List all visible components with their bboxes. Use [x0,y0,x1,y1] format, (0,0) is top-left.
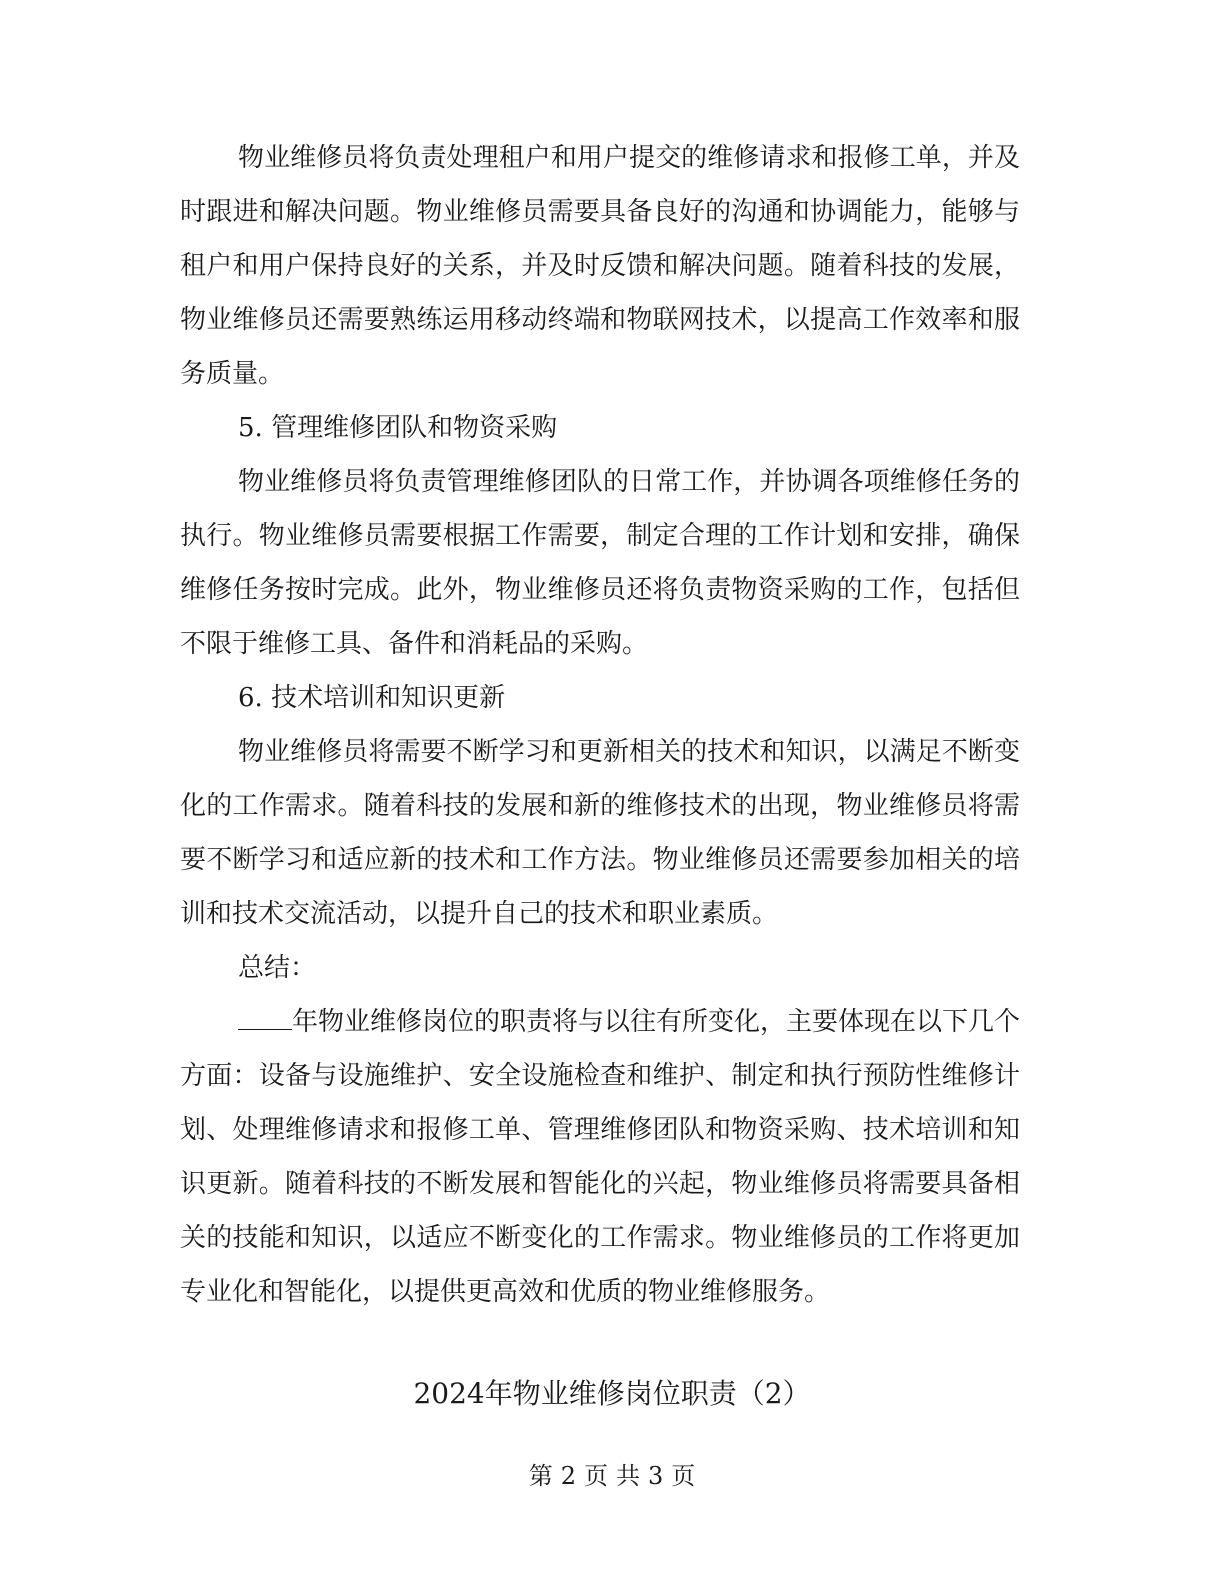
heading-team-and-procurement: 5. 管理维修团队和物资采购 [238,413,558,443]
footer-page-label: 页 [584,1462,608,1490]
paragraph-summary [180,995,1020,1319]
paragraph-training-and-knowledge: 物业维修员将需要不断学习和更新相关的技术和知识，以满足不断变化的工作需求。随着科技的发展和新的维修技术的出现，物业维修员将需要不断学习和适应新的技术和工作方法。物业维修员还需要参加相关的培训和技术交流活动，以提升自己的技术和职业素质。 [180,737,1020,929]
footer-total-pages: 3 [648,1462,664,1490]
paragraph-team-and-procurement: 物业维修员将负责管理维修团队的日常工作，并协调各项维修任务的执行。物业维修员需要根据工作需要，制定合理的工作计划和安排，确保维修任务按时完成。此外，物业维修员还将负责物资采购的工作，包括但不限于维修工具、备件和消耗品的采购。 [180,467,1020,659]
paragraph-repair-requests: 物业维修员将负责处理租户和用户提交的维修请求和报修工单，并及时跟进和解决问题。物业维修员需要具备良好的沟通和协调能力，能够与租户和用户保持良好的关系，并及时反馈和解决问题。随着科技的发展，物业维修员还需要熟练运用移动终端和物联网技术，以提高工作效率和服务质量。 [180,143,1020,389]
footer-total-label: 共 [616,1462,640,1490]
summary-text: 年物业维修岗位的职责将与以往有所变化，主要体现在以下几个方面：设备与设施维护、安全设施检查和维护、制定和执行预防性维修计划、处理维修请求和报修工单、管理维修团队和物资采购、技术培训和知识更新。随着科技的不断发展和智能化的兴起，物业维修员将需要具备相关的技能和知识，以适应不断变化的工作需求。物业维修员的工作将更加专业化和智能化，以提供更高效和优质的物业维修服务。 [180,1007,1021,1307]
year-blank-line [238,1009,292,1030]
footer-prefix: 第 [528,1462,553,1490]
heading-training-and-knowledge: 6. 技术培训和知识更新 [238,683,506,713]
section-title: 2024年物业维修岗位职责（2） [413,1377,811,1410]
document-body [180,131,1020,1319]
footer-suffix: 页 [671,1462,696,1490]
page-footer [0,1458,1224,1494]
heading-summary: 总结： [238,953,317,983]
footer-current-page: 2 [560,1462,576,1490]
